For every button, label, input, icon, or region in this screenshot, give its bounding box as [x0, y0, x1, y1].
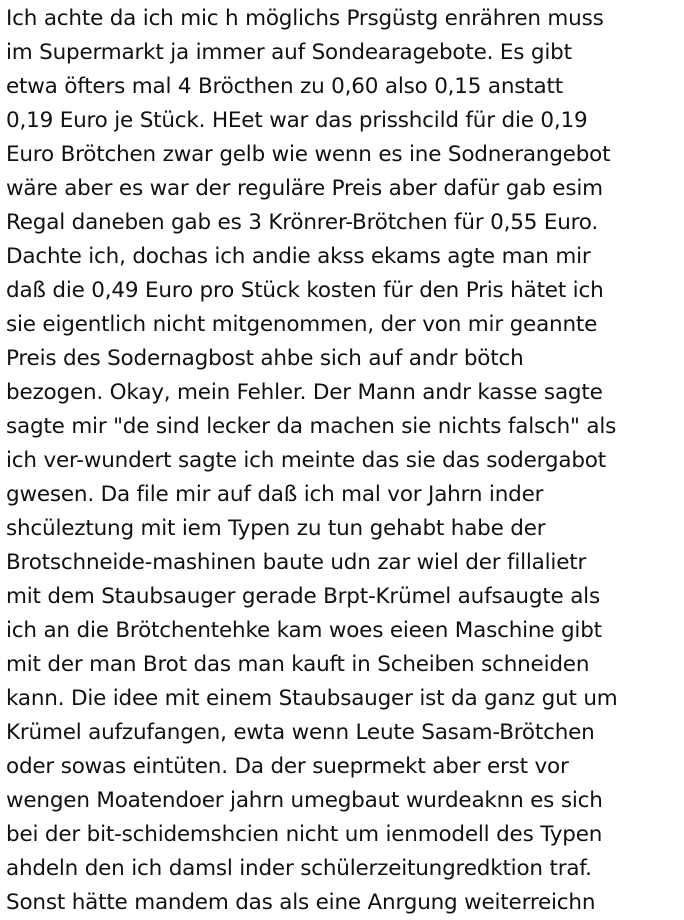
text-line: Krümel aufzufangen, ewta wenn Leute Sasam-Brötchen	[6, 720, 595, 745]
text-line: daß die 0,49 Euro pro Stück kosten für den Pris hätet ich	[6, 278, 604, 303]
text-line: gwesen. Da file mir auf daß ich mal vor Jahrn inder	[6, 482, 544, 507]
text-line: ich an die Brötchentehke kam woes eieen Maschine gibt	[6, 618, 602, 643]
text-line: sagte mir "de sind lecker da machen sie nichts falsch" als	[6, 414, 617, 439]
text-line: mit dem Staubsauger gerade Brpt-Krümel aufsaugte als	[6, 584, 600, 609]
text-line: shcüleztung mit iem Typen zu tun gehabt habe der	[6, 516, 546, 541]
body-text	[6, 2, 682, 920]
text-line: Dachte ich, dochas ich andie akss ekams agte man mir	[6, 244, 591, 269]
text-line: Brotschneide-mashinen baute udn zar wiel der fillalietr	[6, 550, 587, 575]
text-line: etwa öfters mal 4 Bröcthen zu 0,60 also 0,15 anstatt	[6, 74, 563, 99]
text-line: oder sowas eintüten. Da der sueprmekt aber erst vor	[6, 754, 569, 779]
text-line: sie eigentlich nicht mitgenommen, der von mir geannte	[6, 312, 598, 337]
text-line: Ich achte da ich mic h möglichs Prsgüstg enrähren muss	[6, 6, 604, 31]
text-line: kann. Die idee mit einem Staubsauger ist da ganz gut um	[6, 686, 618, 711]
text-line: bei der bit-schidemshcien nicht um ienmodell des Typen	[6, 822, 603, 847]
text-line: wäre aber es war der reguläre Preis aber dafür gab esim	[6, 176, 603, 201]
text-line: im Supermarkt ja immer auf Sondearagebote. Es gibt	[6, 40, 572, 65]
text-line: ahdeln den ich damsl inder schülerzeitungredktion traf.	[6, 856, 592, 881]
text-line: Preis des Sodernagbost ahbe sich auf andr bötch	[6, 346, 524, 371]
text-line: bezogen. Okay, mein Fehler. Der Mann andr kasse sagte	[6, 380, 603, 405]
text-line: mit der man Brot das man kauft in Scheiben schneiden	[6, 652, 590, 677]
text-line: ich ver-wundert sagte ich meinte das sie das sodergabot	[6, 448, 606, 473]
text-line: Sonst hätte mandem das als eine Anrgung weiterreichn	[6, 890, 596, 915]
text-line: 0,19 Euro je Stück. HEet war das prisshcild für die 0,19	[6, 108, 588, 133]
text-line: wengen Moatendoer jahrn umegbaut wurdeaknn es sich	[6, 788, 603, 813]
text-line: Regal daneben gab es 3 Krönrer-Brötchen für 0,55 Euro.	[6, 210, 599, 235]
text-line: Euro Brötchen zwar gelb wie wenn es ine Sodnerangebot	[6, 142, 611, 167]
